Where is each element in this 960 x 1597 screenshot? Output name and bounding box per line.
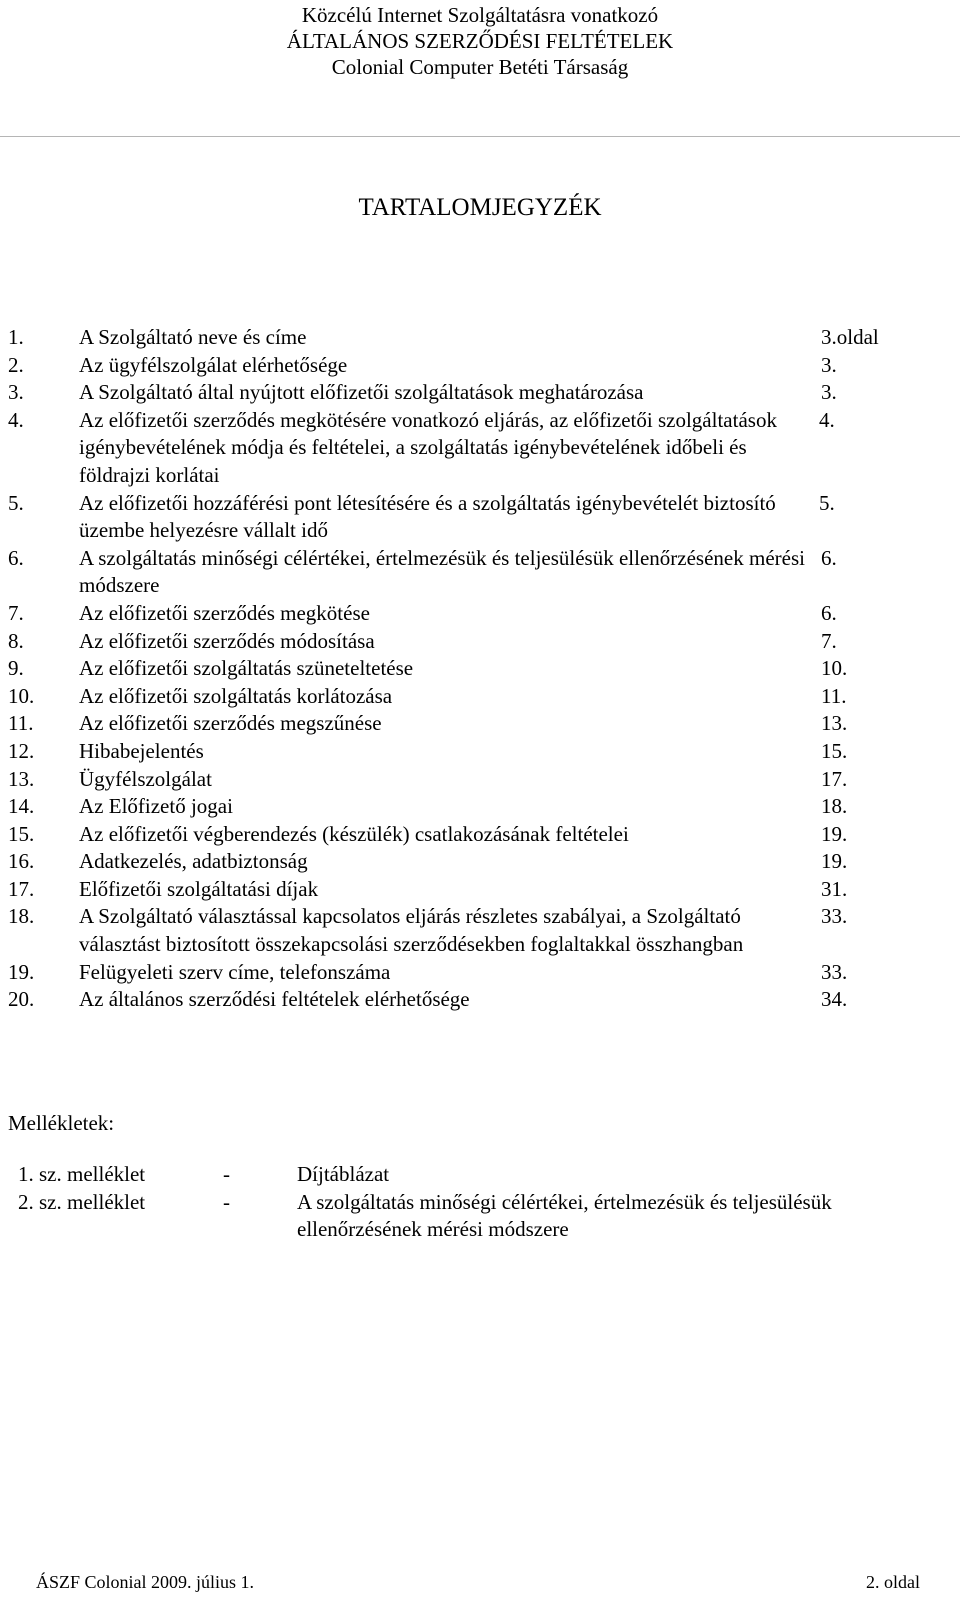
toc-page-number: 13. — [821, 711, 848, 736]
annex-dash: - — [223, 1162, 230, 1186]
footer-page-number: 2. oldal — [866, 1572, 920, 1592]
toc-page-number: 19. — [821, 849, 848, 874]
toc-number: 12. — [8, 738, 35, 763]
toc-entry — [8, 545, 928, 600]
annex-item — [18, 1161, 918, 1189]
toc-title-text: Felügyeleti szerv címe, telefonszáma — [79, 959, 391, 984]
toc-title-text: Az előfizetői végberendezés (készülék) csatlakozásának feltételei — [79, 821, 629, 846]
toc-entry — [8, 655, 928, 683]
toc-number: 2. — [8, 352, 24, 377]
toc-number: 17. — [8, 876, 35, 901]
annex-label: 1. sz. melléklet — [18, 1162, 146, 1186]
toc-entry — [8, 407, 928, 490]
toc-number: 7. — [8, 600, 24, 625]
footer-document-id: ÁSZF Colonial 2009. július 1. — [36, 1572, 255, 1592]
toc-title-text: Az előfizetői szerződés megszűnése — [79, 711, 382, 736]
toc-page-number: 7. — [821, 628, 837, 653]
toc-entry — [8, 821, 928, 849]
toc-title-text: Az előfizetői hozzáférési pont létesítésére és a szolgáltatás igénybevételét biztosító üzembe helyezésre vállalt idő — [79, 490, 776, 543]
annex-list — [18, 1161, 918, 1244]
toc-entry — [8, 848, 928, 876]
toc-number: 4. — [8, 407, 24, 432]
toc-page-number: 33. — [821, 959, 848, 984]
toc-number: 3. — [8, 380, 24, 405]
toc-page-number: 11. — [821, 683, 847, 708]
toc-page-number: 19. — [821, 821, 848, 846]
toc-title-text: Adatkezelés, adatbiztonság — [79, 849, 308, 874]
annex-dash: - — [223, 1189, 230, 1214]
toc-title-text: Az előfizetői szolgáltatás korlátozása — [79, 683, 393, 708]
toc-entry — [8, 738, 928, 766]
toc-title-text: Az előfizetői szerződés megkötésére vonatkozó eljárás, az előfizetői szolgáltatások igénybevételének módja és feltételei, a szolgáltatás igénybevételének időbeli és földrajzi korlátai — [79, 407, 777, 487]
toc-title-text: Az előfizetői szerződés módosítása — [79, 628, 375, 653]
annex-item — [18, 1189, 918, 1244]
toc-title-text: Ügyfélszolgálat — [79, 766, 212, 791]
toc-number: 8. — [8, 628, 24, 653]
toc-page-number: 34. — [821, 987, 848, 1012]
toc-number: 20. — [8, 987, 35, 1012]
toc-number: 5. — [8, 490, 24, 515]
toc-entry — [8, 683, 928, 711]
toc-title-text: A Szolgáltató választással kapcsolatos eljárás részletes szabályai, a Szolgáltató választást biztosított összekapcsolási szerződésekben foglaltakkal összhangban — [79, 904, 744, 957]
toc-page-number: 31. — [821, 876, 848, 901]
toc-entry — [8, 490, 928, 545]
toc-number: 16. — [8, 849, 35, 874]
toc-entry — [8, 324, 928, 352]
toc-entry — [8, 600, 928, 628]
toc-page-number: 15. — [821, 738, 848, 763]
toc-number: 18. — [8, 904, 35, 929]
toc-page-number: 4. — [819, 407, 835, 432]
toc-entry — [8, 959, 928, 987]
toc-page-number: 17. — [821, 766, 848, 791]
toc-title-text: A szolgáltatás minőségi célértékei, értelmezésük és teljesülésük ellenőrzésének mérési módszere — [79, 545, 805, 598]
toc-title: TARTALOMJEGYZÉK — [358, 194, 602, 221]
document-header — [0, 2, 960, 80]
toc-number: 6. — [8, 545, 24, 570]
toc-page-number: 6. — [821, 600, 837, 625]
table-of-contents — [8, 324, 928, 1014]
toc-title-text: A Szolgáltató által nyújtott előfizetői szolgáltatások meghatározása — [79, 380, 644, 405]
annex-label: 2. sz. melléklet — [18, 1189, 146, 1214]
toc-title-text: Az Előfizető jogai — [79, 794, 233, 819]
toc-entry — [8, 903, 928, 958]
toc-title-text: Az általános szerződési feltételek elérhetősége — [79, 987, 470, 1012]
annex-heading: Mellékletek: — [8, 1111, 115, 1135]
toc-number: 14. — [8, 794, 35, 819]
toc-entry — [8, 793, 928, 821]
toc-number: 9. — [8, 656, 24, 681]
toc-page-number: 6. — [821, 545, 837, 570]
toc-page-number: 18. — [821, 794, 848, 819]
toc-title-text: Az ügyfélszolgálat elérhetősége — [79, 352, 348, 377]
toc-page-number: 5. — [819, 490, 835, 515]
toc-number: 11. — [8, 711, 34, 736]
header-line-3: Colonial Computer Betéti Társaság — [331, 55, 629, 79]
toc-number: 10. — [8, 683, 35, 708]
toc-title-text: Előfizetői szolgáltatási díjak — [79, 876, 319, 901]
toc-number: 1. — [8, 325, 24, 349]
toc-page-number: 3. — [821, 352, 837, 377]
toc-number: 19. — [8, 959, 35, 984]
annex-description: Díjtáblázat — [297, 1162, 390, 1186]
toc-entry — [8, 876, 928, 904]
header-line-1: Közcélú Internet Szolgáltatásra vonatkozó — [301, 3, 659, 27]
toc-entry — [8, 986, 928, 1014]
toc-page-number: 33. — [821, 904, 848, 929]
toc-title-text: Hibabejelentés — [79, 738, 204, 763]
toc-number: 15. — [8, 821, 35, 846]
toc-entry — [8, 766, 928, 794]
toc-page-number: 3.oldal — [821, 325, 879, 349]
toc-title-text: Az előfizetői szerződés megkötése — [79, 600, 370, 625]
toc-page-number: 3. — [821, 380, 837, 405]
toc-entry — [8, 379, 928, 407]
toc-entry — [8, 352, 928, 380]
toc-entry — [8, 628, 928, 656]
header-line-2: ÁLTALÁNOS SZERZŐDÉSI FELTÉTELEK — [286, 29, 674, 53]
toc-page-number: 10. — [821, 656, 848, 681]
toc-number: 13. — [8, 766, 35, 791]
toc-entry — [8, 710, 928, 738]
header-divider — [0, 136, 960, 137]
toc-title-text: Az előfizetői szolgáltatás szüneteltetése — [79, 656, 414, 681]
annex-description: A szolgáltatás minőségi célértékei, értelmezésük és teljesülésük ellenőrzésének mérési módszere — [297, 1189, 832, 1242]
toc-title-text: A Szolgáltató neve és címe — [79, 325, 307, 349]
